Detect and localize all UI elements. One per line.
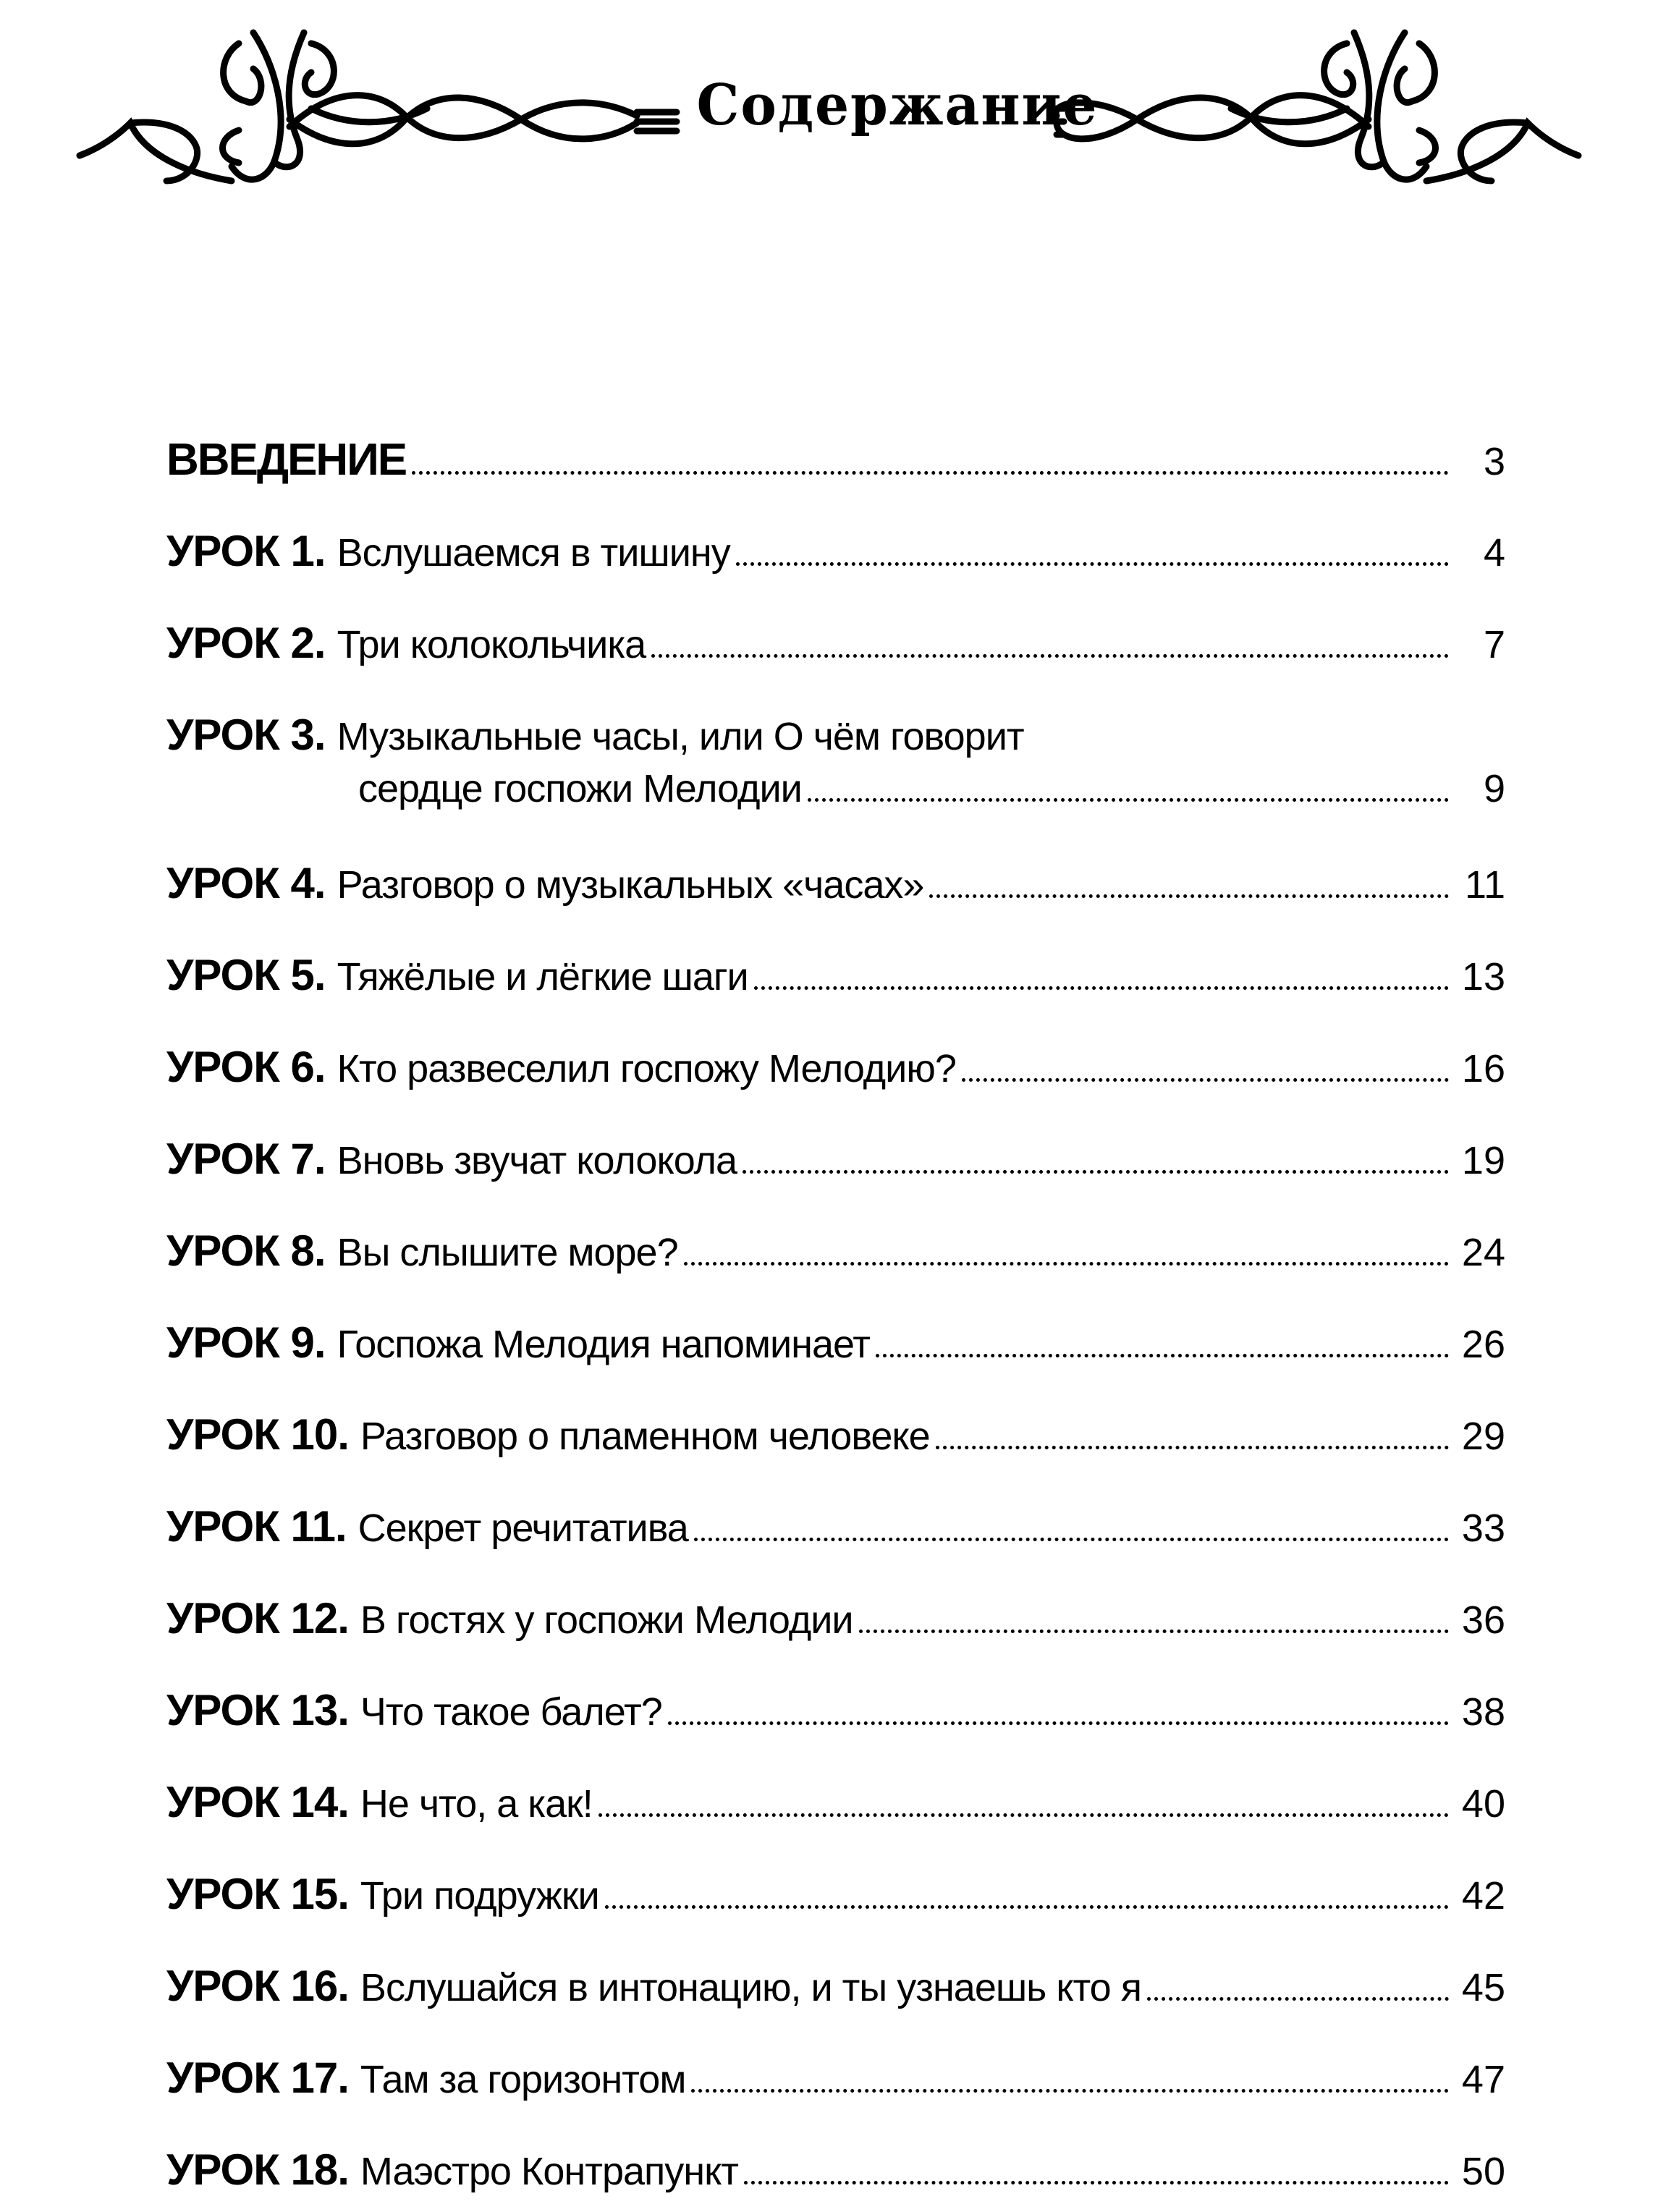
page-number: 9 — [1483, 767, 1505, 810]
lesson-title: Разговор о пламенном человеке — [360, 1415, 930, 1458]
lesson-label: УРОК 11. — [166, 1502, 347, 1551]
toc-entry-lesson[interactable] — [166, 1961, 1505, 2026]
lesson-label: УРОК 7. — [166, 1135, 326, 1183]
toc-entry-lesson[interactable] — [166, 1777, 1505, 1842]
dot-leader — [605, 1904, 1449, 1909]
lesson-title: В гостях у госпожи Мелодии — [360, 1598, 853, 1642]
toc-entry-lesson[interactable] — [166, 710, 1505, 810]
lesson-label: УРОК 8. — [166, 1226, 326, 1275]
toc-entry-lesson[interactable] — [166, 950, 1505, 1015]
toc-entry-lesson[interactable] — [166, 618, 1505, 683]
lesson-title: Госпожа Мелодия напоминает — [337, 1323, 870, 1366]
page-number: 47 — [1461, 2058, 1505, 2101]
page-number: 26 — [1461, 1323, 1505, 1366]
dot-leader — [859, 1629, 1449, 1633]
dot-leader — [1147, 1996, 1449, 2001]
lesson-label: УРОК 17. — [166, 2054, 349, 2102]
page-number: 38 — [1461, 1690, 1505, 1734]
dot-leader — [876, 1353, 1449, 1357]
intro-label: ВВЕДЕНИЕ — [166, 435, 407, 485]
lesson-title: Вы слышите море? — [337, 1231, 678, 1274]
lesson-title: Секрет речитатива — [358, 1507, 688, 1550]
dot-leader — [744, 2180, 1449, 2185]
page-number: 50 — [1461, 2150, 1505, 2193]
toc-entry-lesson[interactable] — [166, 858, 1505, 923]
dot-leader — [808, 797, 1449, 802]
page-number: 45 — [1461, 1966, 1505, 2009]
lesson-title: Три подружки — [360, 1874, 599, 1918]
lesson-label: УРОК 10. — [166, 1410, 349, 1459]
toc-entry-lesson[interactable] — [166, 1869, 1505, 1934]
dot-leader — [936, 1445, 1449, 1449]
lesson-title: Там за горизонтом — [360, 2058, 686, 2101]
page-number: 33 — [1461, 1507, 1505, 1550]
lesson-title: Вновь звучат колокола — [337, 1139, 737, 1182]
toc-entry-lesson[interactable] — [166, 1318, 1505, 1383]
page-number: 36 — [1461, 1598, 1505, 1642]
toc-entry-lesson[interactable] — [166, 1501, 1505, 1567]
lesson-title: Вслушаемся в тишину — [337, 531, 730, 575]
dot-leader — [754, 986, 1449, 990]
toc-entry-lesson[interactable] — [166, 1042, 1505, 1107]
toc-entry-lesson[interactable] — [166, 1134, 1505, 1199]
lesson-title: Тяжёлые и лёгкие шаги — [337, 955, 748, 999]
page-number: 7 — [1483, 623, 1505, 666]
lesson-title: Что такое балет? — [360, 1690, 662, 1734]
lesson-title: Музыкальные часы, или О чём говорит — [337, 715, 1024, 758]
lesson-title: Вслушайся в интонацию, и ты узнаешь кто я — [360, 1966, 1141, 2009]
toc-entry-lesson[interactable] — [166, 2053, 1505, 2118]
dot-leader — [599, 1813, 1449, 1817]
dot-leader — [962, 1077, 1449, 1082]
lesson-label: УРОК 18. — [166, 2145, 349, 2194]
lesson-label: УРОК 4. — [166, 859, 326, 907]
page-number: 40 — [1461, 1782, 1505, 1826]
toc-entry-intro[interactable] — [166, 434, 1505, 499]
lesson-label: УРОК 13. — [166, 1686, 349, 1734]
toc-entry-lesson[interactable] — [166, 1226, 1505, 1291]
page-number: 29 — [1461, 1415, 1505, 1458]
page-number: 11 — [1464, 863, 1505, 907]
page-number: 13 — [1461, 955, 1505, 999]
dot-leader — [651, 653, 1449, 658]
lesson-label: УРОК 5. — [166, 951, 326, 999]
lesson-title: Кто развеселил госпожу Мелодию? — [337, 1047, 956, 1090]
page-number: 24 — [1461, 1231, 1505, 1274]
lesson-label: УРОК 12. — [166, 1594, 349, 1643]
dot-leader — [668, 1721, 1449, 1725]
lesson-title: Не что, а как! — [360, 1782, 593, 1826]
dot-leader — [929, 894, 1449, 898]
lesson-title-continued: сердце госпожи Мелодии — [358, 767, 802, 810]
lesson-label: УРОК 15. — [166, 1870, 349, 1918]
header — [0, 0, 1658, 217]
toc-entry-lesson[interactable] — [166, 1685, 1505, 1750]
toc-entry-lesson[interactable] — [166, 1593, 1505, 1658]
lesson-label: УРОК 9. — [166, 1318, 326, 1367]
page-title: Содержание — [696, 72, 1099, 138]
lesson-title: Три колокольчика — [337, 623, 646, 666]
toc-entry-lesson[interactable] — [166, 526, 1505, 591]
lesson-label: УРОК 16. — [166, 1962, 349, 2010]
page-number: 16 — [1461, 1047, 1505, 1090]
lesson-label: УРОК 6. — [166, 1043, 326, 1091]
lesson-label: УРОК 2. — [166, 619, 326, 667]
dot-leader — [694, 1537, 1449, 1541]
page-number: 42 — [1461, 1874, 1505, 1918]
toc-entry-lesson[interactable] — [166, 2145, 1505, 2210]
page-number: 4 — [1483, 531, 1505, 575]
dot-leader — [684, 1261, 1449, 1266]
toc-entry-lesson[interactable] — [166, 1410, 1505, 1475]
lesson-label: УРОК 1. — [166, 527, 326, 575]
dot-leader — [736, 562, 1449, 566]
dot-leader — [743, 1169, 1449, 1174]
lesson-title: Маэстро Контрапункт — [360, 2150, 739, 2193]
dot-leader — [412, 470, 1449, 475]
page-number: 3 — [1483, 440, 1505, 483]
lesson-title: Разговор о музыкальных «часах» — [337, 863, 924, 907]
dot-leader — [691, 2088, 1449, 2093]
lesson-label: УРОК 14. — [166, 1778, 349, 1826]
lesson-label: УРОК 3. — [166, 711, 326, 759]
page-number: 19 — [1461, 1139, 1505, 1182]
